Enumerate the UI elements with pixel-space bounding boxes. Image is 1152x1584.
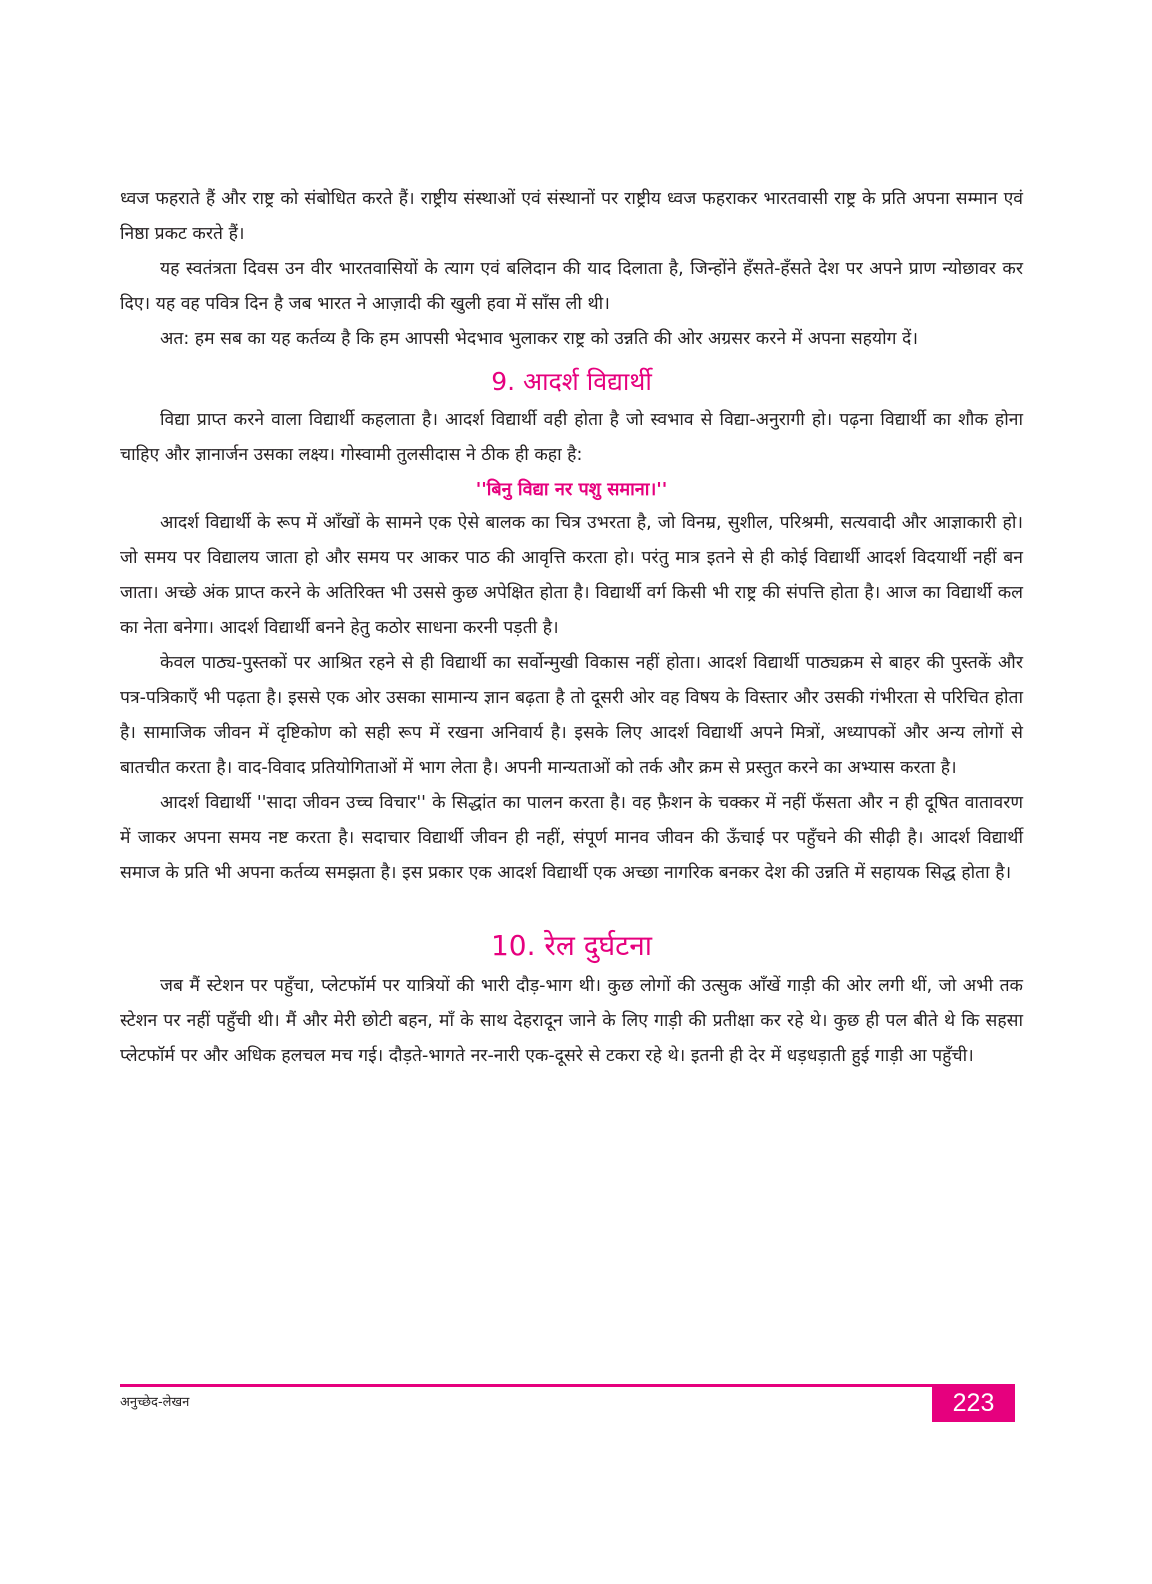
intro-paragraph-3: अत: हम सब का यह कर्तव्य है कि हम आपसी भेदभाव भुलाकर राष्ट्र को उन्नति की ओर अग्रसर करने में अपना सहयोग दें। bbox=[160, 329, 918, 349]
intro-paragraph-2: यह स्वतंत्रता दिवस उन वीर भारतवासियों के त्याग एवं बलिदान की याद दिलाता है, जिन्होंने हँसते-हँसते देश पर अपने प्राण न्योछावर कर दिए। यह वह पवित्र दिन है जब भारत ने आज़ादी की खुली हवा में साँस ली थी। bbox=[120, 259, 1023, 314]
section-10-heading: 10. रेल दुर्घटना bbox=[490, 929, 653, 962]
page-number-badge: 223 bbox=[932, 1384, 1015, 1422]
section-9-paragraph-2: आदर्श विद्यार्थी के रूप में आँखों के सामने एक ऐसे बालक का चित्र उभरता है, जो विनम्र, सुशील, परिश्रमी, सत्यवादी और आज्ञाकारी हो। जो समय पर विद्यालय जाता हो और समय पर आकर पाठ की आवृत्ति करता हो। परंतु मात्र इतने से ही कोई विद्यार्थी आदर्श विदयार्थी नहीं बन जाता। अच्छे अंक प्राप्त करने के अतिरिक्त भी उससे कुछ अपेक्षित होता है। विद्यार्थी वर्ग किसी भी राष्ट्र की संपत्ति होता है। आज का विद्यार्थी कल का नेता बनेगा। आदर्श विद्यार्थी बनने हेतु कठोर साधना करनी पड़ती है। bbox=[120, 513, 1023, 638]
intro-paragraph-1: ध्वज फहराते हैं और राष्ट्र को संबोधित करते हैं। राष्ट्रीय संस्थाओं एवं संस्थानों पर राष्ट्रीय ध्वज फहराकर भारतवासी राष्ट्र के प्रति अपना सम्मान एवं निष्ठा प्रकट करते हैं। bbox=[120, 189, 1023, 244]
section-9-paragraph-4: आदर्श विद्यार्थी ''सादा जीवन उच्च विचार'' के सिद्धांत का पालन करता है। वह फ़ैशन के चक्कर में नहीं फँसता और न ही दूषित वातावरण में जाकर अपना समय नष्ट करता है। सदाचार विद्यार्थी जीवन ही नहीं, संपूर्ण मानव जीवन की ऊँचाई पर पहुँचने की सीढ़ी है। आदर्श विद्यार्थी समाज के प्रति भी अपना कर्तव्य समझता है। इस प्रकार एक आदर्श विद्यार्थी एक अच्छा नागरिक बनकर देश की उन्नति में सहायक सिद्ध होता है। bbox=[120, 793, 1023, 883]
footer-rule bbox=[120, 1384, 1015, 1387]
section-9-heading: 9. आदर्श विद्यार्थी bbox=[491, 367, 652, 396]
footer-chapter-label: अनुच्छेद-लेखन bbox=[120, 1395, 190, 1410]
section-10-paragraph-1: जब मैं स्टेशन पर पहुँचा, प्लेटफॉर्म पर यात्रियों की भारी दौड़-भाग थी। कुछ लोगों की उत्सुक आँखें गाड़ी की ओर लगी थीं, जो अभी तक स्टेशन पर नहीं पहुँची थी। मैं और मेरी छोटी बहन, माँ के साथ देहरादून जाने के लिए गाड़ी की प्रतीक्षा कर रहे थे। कुछ ही पल बीते थे कि सहसा प्लेटफॉर्म पर और अधिक हलचल मच गई। दौड़ते-भागते नर-नारी एक-दूसरे से टकरा रहे थे। इतनी ही देर में धड़धड़ाती हुई गाड़ी आ पहुँची। bbox=[120, 976, 1023, 1066]
section-9-paragraph-1: विद्या प्राप्त करने वाला विद्यार्थी कहलाता है। आदर्श विद्यार्थी वही होता है जो स्वभाव से विद्या-अनुरागी हो। पढ़ना विद्यार्थी का शौक होना चाहिए और ज्ञानार्जन उसका लक्ष्य। गोस्वामी तुलसीदास ने ठीक ही कहा है: bbox=[120, 410, 1023, 465]
section-9-paragraph-3: केवल पाठ्य-पुस्तकों पर आश्रित रहने से ही विद्यार्थी का सर्वोन्मुखी विकास नहीं होता। आदर्श विद्यार्थी पाठ्यक्रम से बाहर की पुस्तकें और पत्र-पत्रिकाएँ भी पढ़ता है। इससे एक ओर उसका सामान्य ज्ञान बढ़ता है तो दूसरी ओर वह विषय के विस्तार और उसकी गंभीरता से परिचित होता है। सामाजिक जीवन में दृष्टिकोण को सही रूप में रखना अनिवार्य है। इसके लिए आदर्श विद्यार्थी अपने मित्रों, अध्यापकों और अन्य लोगों से बातचीत करता है। वाद-विवाद प्रतियोगिताओं में भाग लेता है। अपनी मान्यताओं को तर्क और क्रम से प्रस्तुत करने का अभ्यास करता है। bbox=[120, 653, 1023, 778]
section-9-quote: ''बिनु विद्या नर पशु समाना।'' bbox=[475, 479, 668, 500]
page-content bbox=[120, 182, 1023, 1074]
